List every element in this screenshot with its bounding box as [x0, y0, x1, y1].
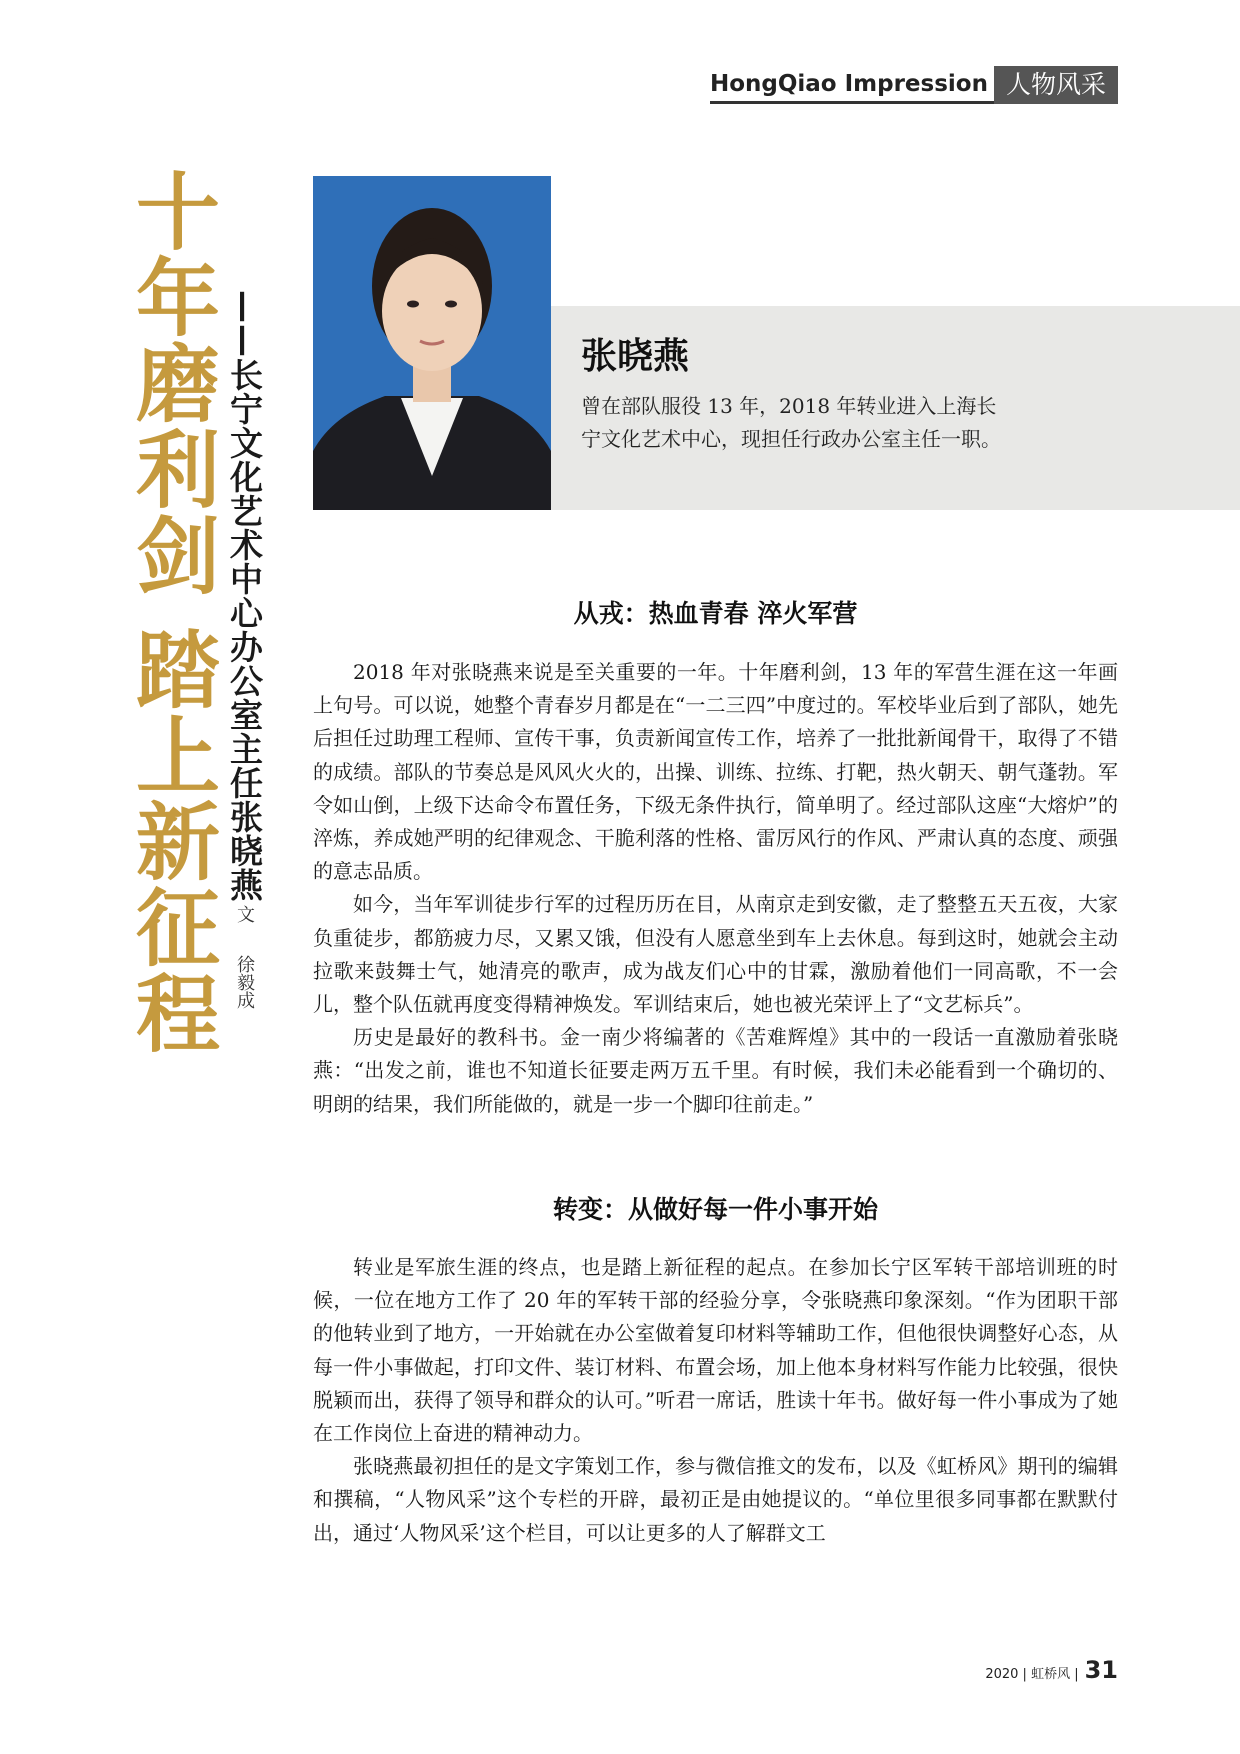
article-title [128, 164, 228, 1064]
page-number: 31 [1084, 1656, 1118, 1684]
header-english: HongQiao Impression [710, 67, 994, 104]
portrait-illustration [313, 176, 551, 510]
section-2-body [313, 1251, 1118, 1550]
page-header [710, 66, 1118, 104]
byline-label: 文 [234, 905, 255, 923]
bio-panel [551, 306, 1240, 510]
bio-name: 张晓燕 [581, 336, 690, 377]
title-line-1: 十年磨利剑 [135, 164, 220, 606]
section-1-body [313, 656, 1118, 1121]
bio-text: 曾在部队服役 13 年，2018 年转业进入上海长宁文化艺术中心，现担任行政办公室主任一职。 [581, 394, 1001, 451]
byline-author: 徐毅成 [234, 954, 255, 1009]
paragraph: 如今，当年军训徒步行军的过程历历在目，从南京走到安徽，走了整整五天五夜，大家负重徒步，都筋疲力尽，又累又饿，但没有人愿意坐到车上去休息。每到这时，她就会主动拉歌来鼓舞士气，她清亮的歌声，成为战友们心中的甘霖，激励着他们一同高歌，不一会儿，整个队伍就再度变得精神焕发。军训结束后，她也被光荣评上了“文艺标兵”。 [313, 892, 1118, 1017]
paragraph: 历史是最好的教科书。金一南少将编著的《苦难辉煌》其中的一段话一直激励着张晓燕：“出发之前，谁也不知道长征要走两万五千里。有时候，我们未必能看到一个确切的、明朗的结果，我们所能做的，就是一步一个脚印往前走。” [313, 1025, 1118, 1116]
paragraph: 转业是军旅生涯的终点，也是踏上新征程的起点。在参加长宁区军转干部培训班的时候，一位在地方工作了 20 年的军转干部的经验分享，令张晓燕印象深刻。“作为团职干部的他转业到了地方，一开始就在办公室做着复印材料等辅助工作，但他很快调整好心态，从每一件小事做起，打印文件、装订材料、布置会场，加上他本身材料写作能力比较强，很快脱颖而出，获得了领导和群众的认可。”听君一席话，胜读十年书。做好每一件小事成为了她在工作岗位上奋进的精神动力。 [313, 1255, 1118, 1446]
header-column-tag: 人物风采 [994, 66, 1118, 104]
page-footer [985, 1656, 1118, 1684]
byline [232, 905, 256, 1009]
section-heading-1: 从戎：热血青春 淬火军营 [573, 599, 858, 628]
paragraph: 2018 年对张晓燕来说是至关重要的一年。十年磨利剑，13 年的军营生涯在这一年画上句号。可以说，她整个青春岁月都是在“一二三四”中度过的。军校毕业后到了部队，她先后担任过助理工程师、宣传干事，负责新闻宣传工作，培养了一批批新闻骨干，取得了不错的成绩。部队的节奏总是风风火火的，出操、训练、拉练、打靶，热火朝天、朝气蓬勃。军令如山倒，上级下达命令布置任务，下级无条件执行，简单明了。经过部队这座“大熔炉”的淬炼，养成她严明的纪律观念、干脆利落的性格、雷厉风行的作风、严肃认真的态度、顽强的意志品质。 [313, 660, 1118, 884]
footer-meta: 2020 | 虹桥风 | [985, 1667, 1079, 1682]
section-heading-2: 转变：从做好每一件小事开始 [552, 1195, 878, 1224]
paragraph: 张晓燕最初担任的是文字策划工作，参与微信推文的发布，以及《虹桥风》期刊的编辑和撰稿，“人物风采”这个专栏的开辟，最初正是由她提议的。“单位里很多同事都在默默付出，通过‘人物风采’这个栏目，可以让更多的人了解群文工 [313, 1454, 1118, 1545]
portrait-photo [313, 176, 551, 510]
title-line-2: 踏上新征程 [135, 622, 220, 1064]
article-subtitle: ——长宁文化艺术中心办公室主任张晓燕 [225, 290, 264, 902]
